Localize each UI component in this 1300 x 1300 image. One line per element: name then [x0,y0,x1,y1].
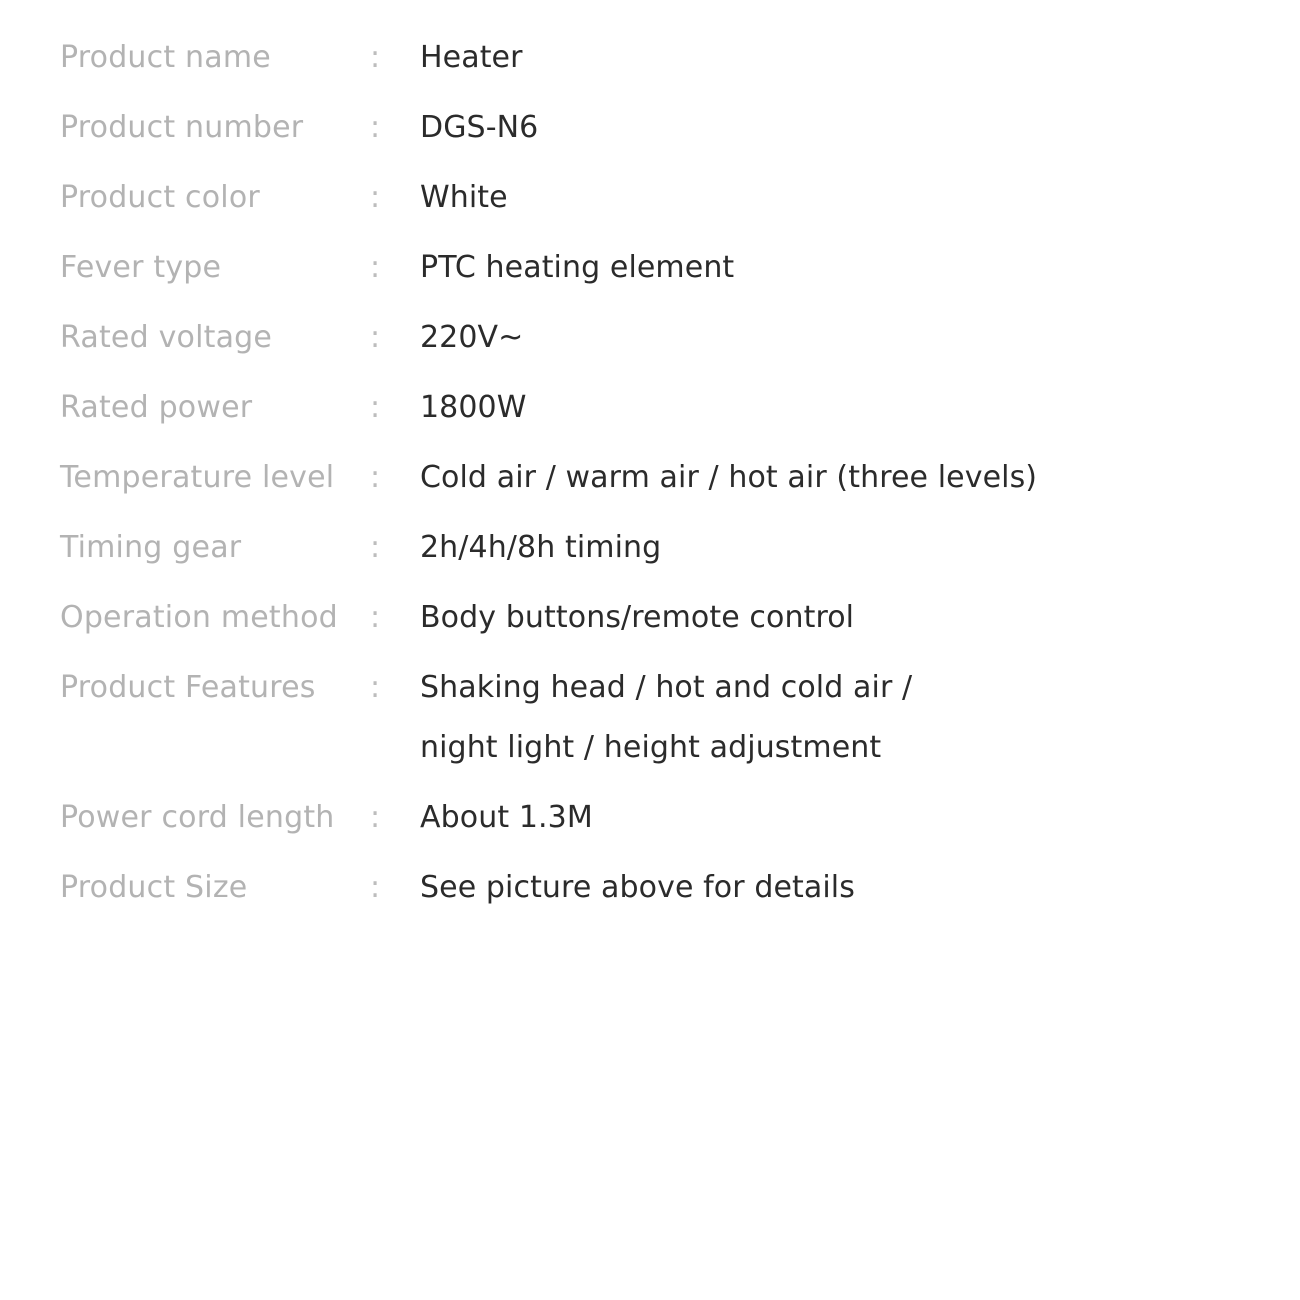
spec-label-fever-type: Fever type [60,250,222,285]
spec-value-product-color: White [420,180,508,215]
spec-separator: : [370,250,381,285]
spec-separator: : [370,110,381,145]
spec-separator: : [370,320,381,355]
spec-separator: : [370,390,381,425]
spec-separator: : [370,600,381,635]
spec-separator: : [370,670,381,705]
spec-row-product-number [60,110,1240,146]
spec-label-temperature-level: Temperature level [60,460,335,495]
spec-row-rated-power [60,390,1240,426]
spec-row-product-size [60,870,1240,906]
spec-row-rated-voltage [60,320,1240,356]
spec-value-power-cord-length: About 1.3M [420,800,593,835]
spec-value-rated-power: 1800W [420,390,527,425]
spec-label-product-features: Product Features [60,670,316,705]
spec-value-temperature-level: Cold air / warm air / hot air (three levels) [420,460,1038,495]
spec-label-power-cord-length: Power cord length [60,800,335,835]
spec-value-product-size: See picture above for details [420,870,855,905]
spec-row-product-name [60,40,1240,76]
spec-row-product-color [60,180,1240,216]
spec-label-operation-method: Operation method [60,600,338,635]
spec-label-product-color: Product color [60,180,260,215]
spec-separator: : [370,40,381,75]
spec-row-fever-type [60,250,1240,286]
spec-separator: : [370,800,381,835]
spec-value-operation-method: Body buttons/remote control [420,600,855,635]
spec-label-product-number: Product number [60,110,304,145]
spec-separator: : [370,530,381,565]
spec-value-product-name: Heater [420,40,523,75]
spec-value-product-number: DGS-N6 [420,110,539,145]
spec-label-product-name: Product name [60,40,271,75]
spec-row-timing-gear [60,530,1240,566]
spec-row-product-features [60,670,1240,766]
spec-label-product-size: Product Size [60,870,248,905]
spec-value-product-features-line-1: Shaking head / hot and cold air / [420,670,913,705]
spec-separator: : [370,870,381,905]
spec-separator: : [370,460,381,495]
spec-row-power-cord-length [60,800,1240,836]
spec-label-rated-voltage: Rated voltage [60,320,273,355]
spec-row-temperature-level [60,460,1240,496]
spec-label-rated-power: Rated power [60,390,253,425]
spec-label-timing-gear: Timing gear [60,530,242,565]
spec-value-timing-gear: 2h/4h/8h timing [420,530,662,565]
spec-value-product-features-line-2: night light / height adjustment [420,730,882,765]
spec-value-rated-voltage: 220V~ [420,320,524,355]
spec-row-operation-method [60,600,1240,636]
spec-value-product-features [420,670,1240,766]
spec-separator: : [370,180,381,215]
spec-value-fever-type: PTC heating element [420,250,735,285]
